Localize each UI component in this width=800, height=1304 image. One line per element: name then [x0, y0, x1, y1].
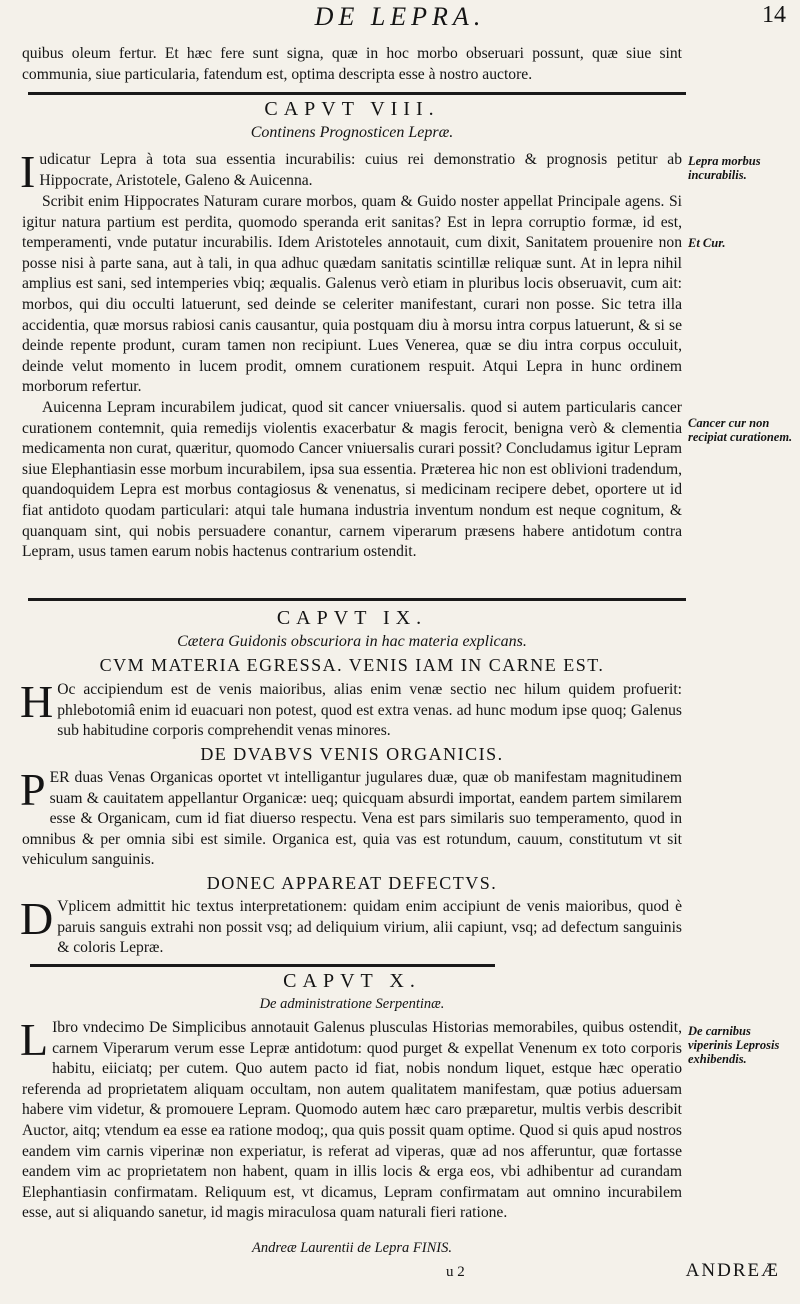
- section-rule: [28, 598, 686, 601]
- running-title: DE LEPRA.: [314, 2, 486, 31]
- chapter-10-subtitle: De administratione Serpentinæ.: [259, 996, 445, 1012]
- chapter-9-paragraph-2: PER duas Venas Organicas oportet vt intelligantur jugulares duæ, quæ ob manifestam magnitudinem suam & cauitatem appellantur Organicæ: ueq; quicquam absurdi importat, eandem partem similarem esse & Organicam, cum id fiat diuerso respectu. Vena est pars similaris suo temperamento, quod in omnibus & per omnia sibi est simile. Organica est, quia vas est rotundum, cauum, constitutum vt sit vehiculum sanguinis.: [20, 764, 682, 869]
- margin-note-incurable: Lepra morbus incurabilis.: [688, 154, 761, 182]
- margin-note-viperinis: De carnibus viperinis Leprosis exhibendis.: [688, 1024, 780, 1066]
- drop-cap: H: [20, 676, 54, 727]
- drop-cap: P: [20, 764, 46, 815]
- chapter-8-paragraph-1: Iudicatur Lepra à tota sua essentia incurabilis: cuius rei demonstratio & prognosis petitur ab Hippocrate, Aristotele, Galeno & Auicenna.: [20, 146, 682, 197]
- chapter-8-text: [20, 146, 682, 563]
- chapter-9-paragraph-3: D Vplicem admittit hic textus interpretationem: quidam enim accipiunt de venis maioribus, quod è paruis sanguis extrahi non possit vsq; ad deliquium virium, alii capiunt, vsq; ad defectum sanguinis & coloris Lepræ.: [20, 893, 682, 957]
- chapter-8-subtitle: Continens Prognosticen Lepræ.: [250, 124, 454, 141]
- intro-paragraph: [22, 44, 682, 85]
- chapter-8-paragraph-2: Scribit enim Hippocrates Naturam curare morbos, quam & Guido noster appellat Principale agens. Si igitur natura partium est perdita, quomodo speranda erit sanitas? Est in lepra corruptio formæ, id est, temperamenti, vnde putatur incurabilis. Idem Aristoteles annotauit, cum dixit, Sanitatem prouenire non posse nisi à parte sana, aut à tali, in qua adhuc quædam sanitatis scintillæ reliquæ sunt. At in lepra nihil amplius est sani, sed intemperies vbiq; æqualis. Galenus verò etiam in pluribus locis obseruavit, cum ait: morbos, qui diu occulti latuerunt, sed deinde se celeriter manifestant, curari non posse. Sic tetra illa accidentia, quæ morsus rabiosi canis causantur, quia postquam diu à morsu intra corpus latuerunt, & si se deinde repente produnt, curam tamen non recipiunt. Lues Venerea, quæ se diu intra corpus occuluit, deinde velut momento in lucem prodit, omnem curationem respuit. Atqui Lepra in hunc ordinem morborum refertur.: [22, 193, 682, 396]
- chapter-10-paragraph-1: L Ibro vndecimo De Simplicibus annotauit Galenus plusculas Historias memorabiles, quibus ostendit, carnem Viperarum verum esse Lepræ antidotum: quod purget & expellat Venenum ex toto corporis habitu, eiiciatq; per cutem. Quo autem pacto id fiat, nobis nondum liquet, estque hæc operatio referenda ad proprietatem aliquam occultam, non autem qualitatem manifestam, quæ potius aduersam habere vim videtur, & promouere Lepram. Quomodo autem hæc caro præparetur, multis verbis describit Auctor, aitq; vtendum ea esse ea ratione modoq;, qua quis possit quam optime. Quod si quis apud nostros eandem vim carnis viperinæ non experiatur, is referat ad viperas, quæ ad nos afferuntur, quæ fortasse eandem vim ac proprietatem non habent, quam in illis locis & erga eos, vbi adhibentur ad curandam Elephantiasin confirmatam. Reliquum est, vt dicamus, Lepram confirmatam aut omnino incurabilem esse, aut si aliquando sanetur, id magis miraculosa quam naturali fieri ratione.: [20, 1014, 682, 1222]
- chapter-9-text-3: [20, 893, 682, 959]
- chapter-9-paragraph-1: H Oc accipiendum est de venis maioribus, alias enim venæ sectio nec hilum quidem profuerit: phlebotomiâ enim id euacuari non potest, quod est extra venas. ad hunc modum ipse quoq; Galenus sub habitudine corporis comprehendit venas minores.: [20, 676, 682, 740]
- margin-note-cancer: Cancer cur non recipiat curationem.: [688, 416, 793, 444]
- page-number: 14: [762, 2, 786, 28]
- chapter-8-heading: CAPVT VIII.: [264, 98, 440, 120]
- chapter-8-paragraph-3: Auicenna Lepram incurabilem judicat, quod sit cancer vniuersalis. quod si autem particularis cancer curationem contemnit, quia remedijs violentis exacerbatur & magis ferocit, benigna verò & clementia medicamenta non curat, quæritur, quomodo Cancer vniuersalis curari possit? Concludamus igitur Lepram siue Elephantiasin esse morbum incurabilem, ipsa sua essentia. Præterea hic non est oblivioni tradendum, quandoquidem Lepra est morbus contagiosus & venenatus, si medicinam recipere debet, oportere ut id fiat antidoto quodam particulari: atqui tale humana industria inventum nondum est neque cognitum, & quanquam sint, qui nobis persuadere conantur, carnem viperarum præsens habere antidotum contra Lepram, usus tamen earum nobis hactenus contrarium ostendit.: [22, 398, 682, 561]
- lemma-cum-materia: CVM MATERIA EGRESSA. VENIS IAM IN CARNE EST.: [99, 655, 605, 675]
- chapter-9-subtitle: Cætera Guidonis obscuriora in hac materia explicans.: [177, 633, 527, 650]
- margin-note-et-cur: Et Cur.: [688, 236, 726, 250]
- chapter-9-text-2: [20, 764, 682, 871]
- chapter-10-heading: CAPVT X.: [283, 970, 421, 992]
- intro-text: quibus oleum fertur. Et hæc fere sunt signa, quæ in hoc morbo obseruari possunt, quæ siue sint communia, siue particularia, fatendum est, optima descripta esse à nostro auctore.: [22, 45, 682, 83]
- section-rule: [28, 92, 686, 95]
- lemma-donec-appareat: DONEC APPAREAT DEFECTVS.: [206, 873, 498, 893]
- chapter-10-text: [20, 1014, 682, 1224]
- section-rule: [30, 964, 495, 967]
- chapter-9-heading: CAPVT IX.: [276, 607, 428, 629]
- catchword: ANDREÆ: [685, 1260, 780, 1281]
- lemma-de-duabus-venis: DE DVABVS VENIS ORGANICIS.: [200, 744, 504, 764]
- chapter-9-text-1: [20, 676, 682, 742]
- drop-cap: L: [20, 1014, 49, 1065]
- running-header: [0, 2, 800, 42]
- signature-mark: u 2: [446, 1264, 465, 1280]
- finis-line: Andreæ Laurentii de Lepra FINIS.: [252, 1240, 452, 1256]
- drop-cap: I: [20, 146, 36, 197]
- drop-cap: D: [20, 893, 54, 944]
